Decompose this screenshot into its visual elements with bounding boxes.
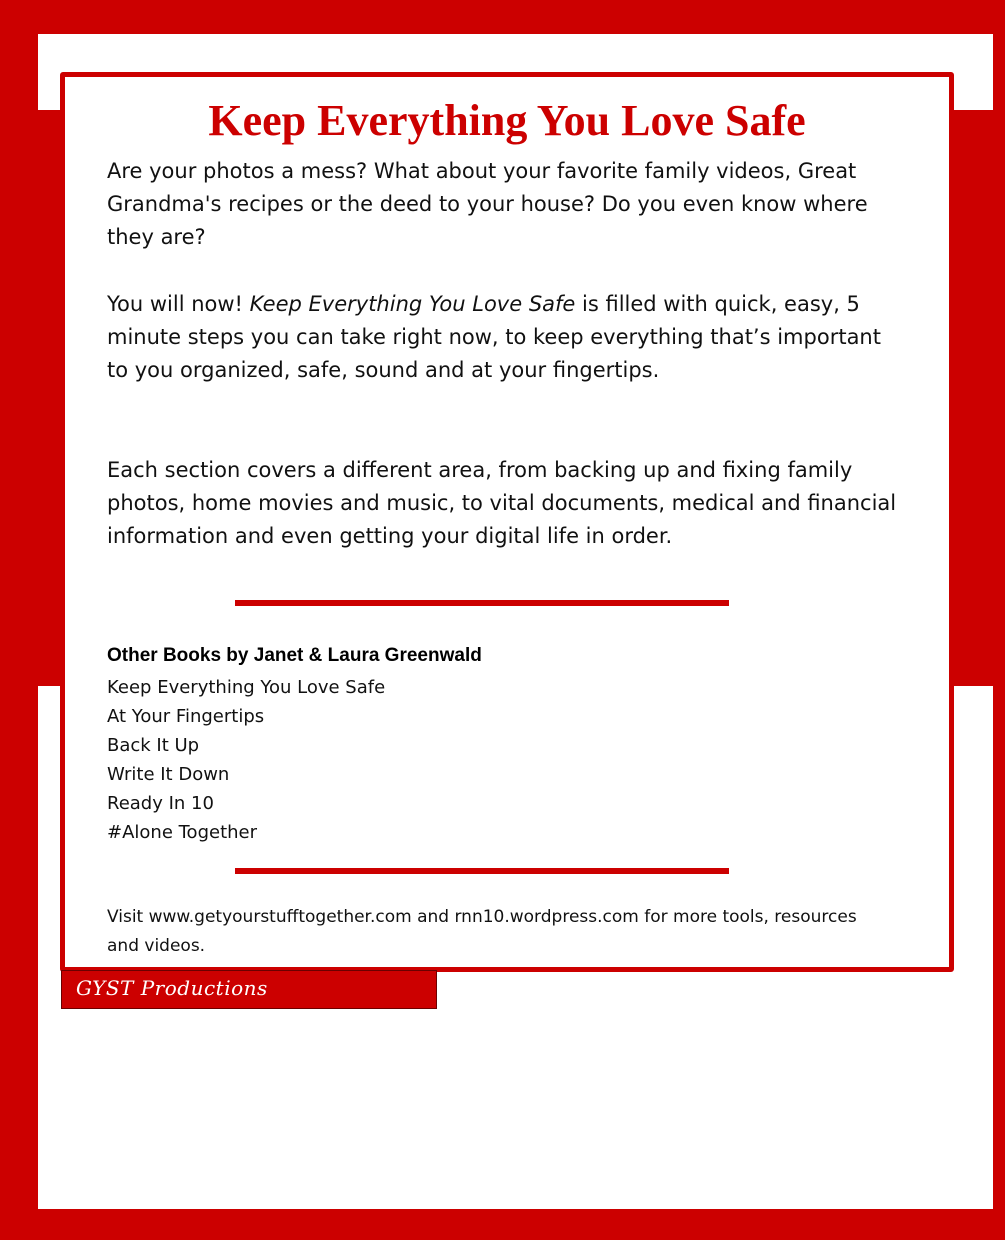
page-title: Keep Everything You Love Safe	[208, 96, 806, 145]
book-item: Ready In 10	[107, 793, 214, 814]
brand-banner	[61, 970, 437, 1009]
other-books-list	[107, 673, 385, 847]
divider-bottom	[235, 868, 729, 874]
content-card	[60, 72, 954, 972]
paragraph-intro: Are your photos a mess? What about your favorite family videos, Great Grandma's recipes or the deed to your house? Do you even know where they are?	[107, 159, 868, 249]
paragraph-description-intro: You will now!	[107, 292, 250, 316]
other-books-heading: Other Books by Janet & Laura Greenwald	[107, 645, 482, 666]
visit-text: Visit www.getyourstufftogether.com and rnn10.wordpress.com for more tools, resources and videos.	[107, 907, 857, 956]
paragraph-description-rest: is filled with quick, easy, 5 minute steps you can take right now, to keep everything that’s important to you organized, safe, sound and at your fingertips.	[107, 292, 881, 382]
divider-top	[235, 600, 729, 606]
book-title-inline: Keep Everything You Love Safe	[249, 292, 576, 316]
brand-name: GYST Productions	[76, 976, 268, 1000]
book-item: Keep Everything You Love Safe	[107, 677, 386, 698]
bottom-red-band	[38, 1209, 1005, 1240]
paragraph-description	[107, 288, 907, 387]
book-item: At Your Fingertips	[107, 706, 265, 727]
book-item: Back It Up	[107, 735, 200, 756]
book-item: Write It Down	[107, 764, 230, 785]
book-item: #Alone Together	[107, 822, 258, 843]
right-red-band	[950, 110, 993, 686]
paragraph-sections: Each section covers a different area, from backing up and fixing family photos, home movies and music, to vital documents, medical and financial information and even getting your digital life in order.	[107, 458, 897, 548]
